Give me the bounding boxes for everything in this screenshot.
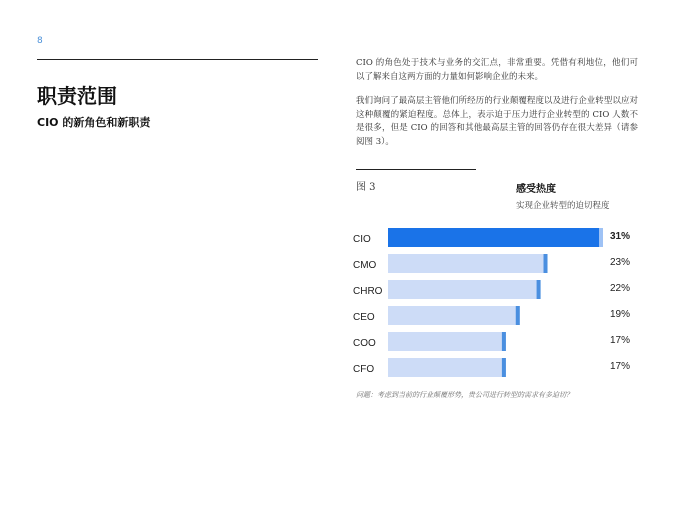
chart-subtitle: 实现企业转型的迫切程度 bbox=[516, 201, 610, 211]
figure-label: 图 3 bbox=[356, 182, 376, 193]
category-label: COO bbox=[353, 338, 376, 349]
category-label: CIO bbox=[353, 234, 371, 245]
value-label: 23% bbox=[610, 257, 631, 268]
body-paragraph-2: 我们询问了最高层主管他们所经历的行业颠覆程度以及进行企业转型以应对这种颠覆的紧迫程度。总体上，表示迫于压力进行企业转型的 CIO 人数不是很多，但是 CIO 的回答和其他最高层主管的回答仍存在很大差异（请参阅图 3）。 bbox=[356, 96, 638, 147]
value-label: 17% bbox=[610, 335, 631, 346]
category-label: CFO bbox=[353, 364, 375, 375]
bar-end-marker bbox=[516, 306, 520, 325]
bar-coo bbox=[388, 332, 506, 351]
category-label: CMO bbox=[353, 260, 377, 271]
bar-chart bbox=[350, 224, 650, 384]
bar-cio bbox=[388, 228, 603, 247]
chart-question: 问题：考虑到当前的行业颠覆形势，贵公司进行转型的需求有多迫切？ bbox=[356, 391, 573, 399]
bar-cmo bbox=[388, 254, 548, 273]
body-paragraph-1: CIO 的角色处于技术与业务的交汇点，非常重要。凭借有利地位，他们可以了解来自这两方面的力量如何影响企业的未来。 bbox=[356, 58, 638, 82]
bar-chro bbox=[388, 280, 541, 299]
value-label: 17% bbox=[610, 361, 631, 372]
bar-cfo bbox=[388, 358, 506, 377]
chart-title: 感受热度 bbox=[516, 184, 556, 195]
bar-end-marker bbox=[502, 332, 506, 351]
bar-end-marker bbox=[502, 358, 506, 377]
value-label: 19% bbox=[610, 309, 631, 320]
value-label: 31% bbox=[610, 231, 631, 242]
figure-divider bbox=[356, 169, 476, 170]
page-subtitle: CIO 的新角色和新职责 bbox=[37, 116, 151, 129]
title-divider bbox=[37, 59, 318, 60]
bar-end-marker bbox=[537, 280, 541, 299]
category-label: CHRO bbox=[353, 286, 383, 297]
bar-end-marker bbox=[544, 254, 548, 273]
category-label: CEO bbox=[353, 312, 375, 323]
bar-end-marker bbox=[599, 228, 603, 247]
bar-ceo bbox=[388, 306, 520, 325]
page-number: 8 bbox=[37, 36, 43, 46]
value-label: 22% bbox=[610, 283, 631, 294]
page-title: 职责范围 bbox=[37, 84, 117, 108]
